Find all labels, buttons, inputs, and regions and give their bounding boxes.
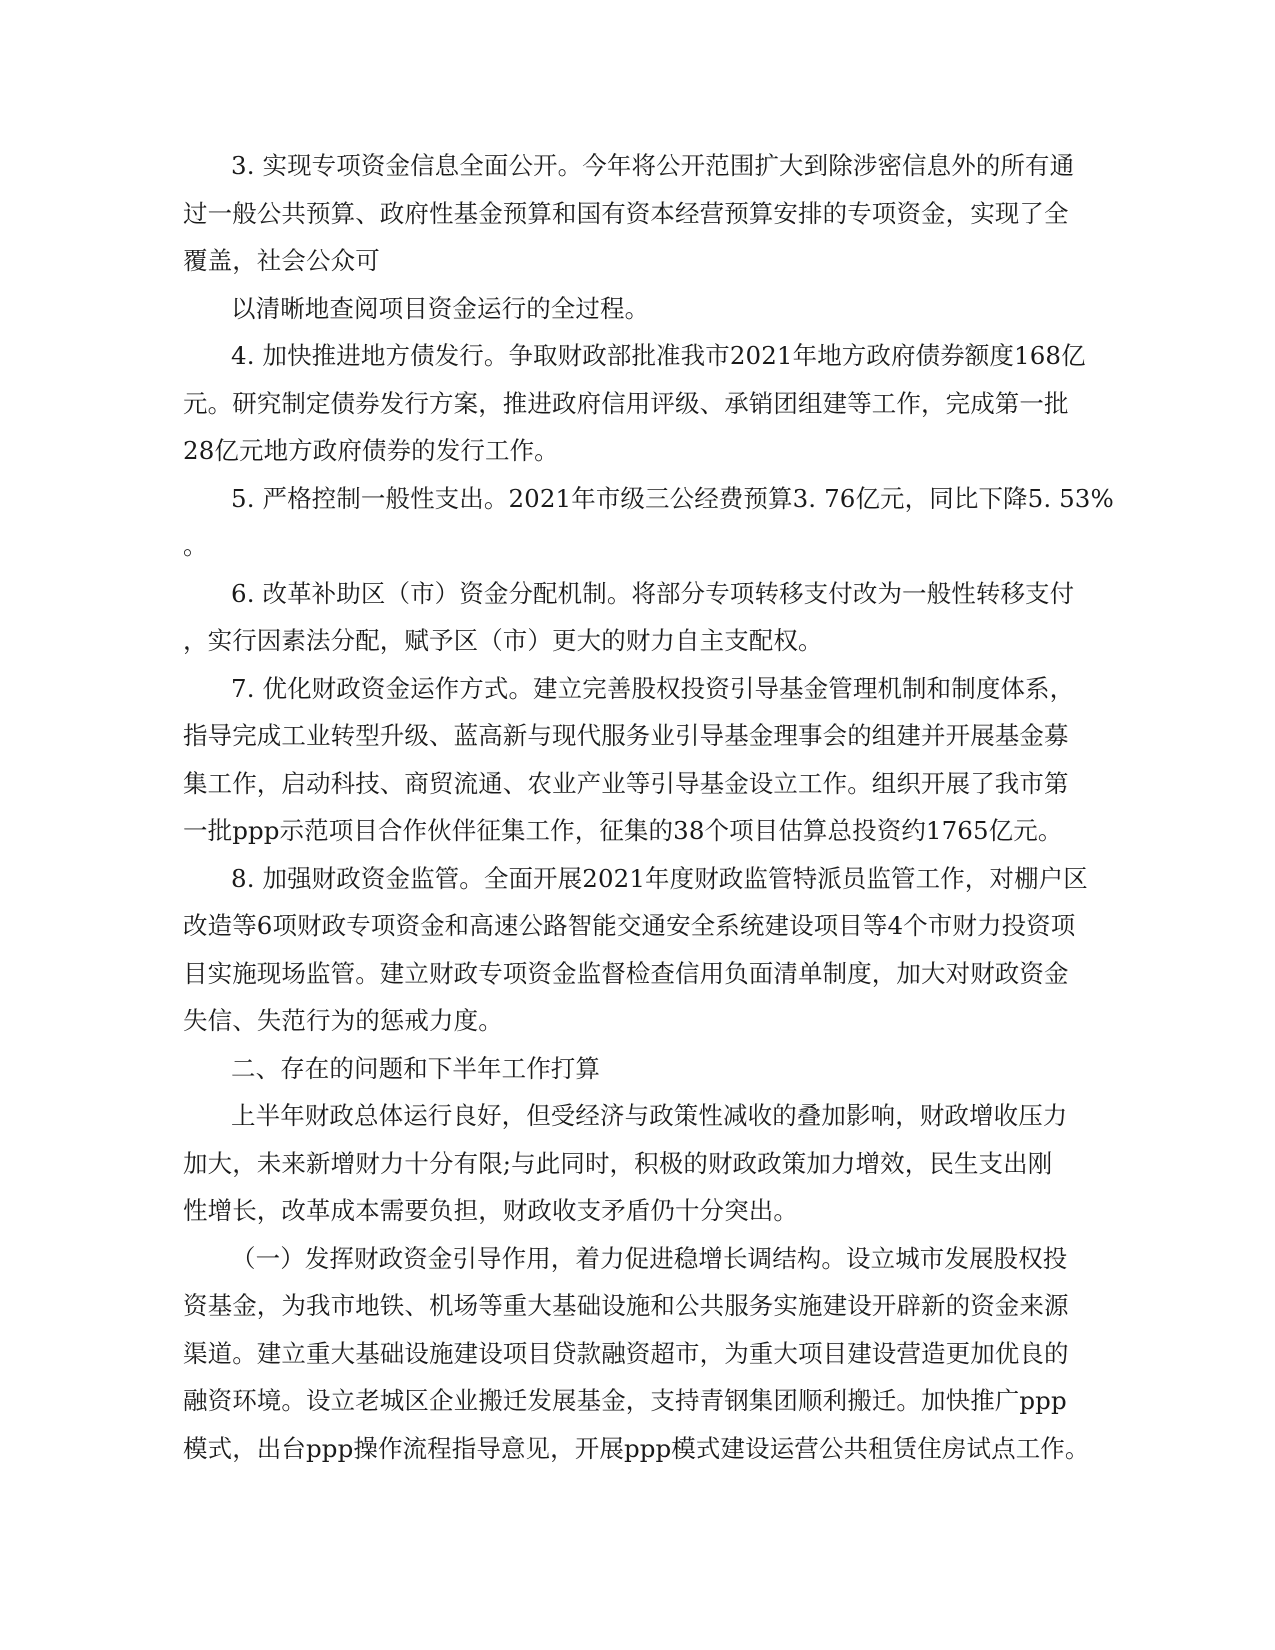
section-heading: 二、存在的问题和下半年工作打算 bbox=[231, 1053, 600, 1083]
document-body bbox=[183, 142, 1114, 1472]
paragraph-line: 元。研究制定债券发行方案，推进政府信用评级、承销团组建等工作，完成第一批 bbox=[183, 388, 1069, 418]
paragraph-line: 上半年财政总体运行良好，但受经济与政策性减收的叠加影响，财政增收压力 bbox=[231, 1101, 1068, 1130]
paragraph-line: （一）发挥财政资金引导作用，着力促进稳增长调结构。设立城市发展股权投 bbox=[231, 1243, 1068, 1273]
paragraph-line: 8. 加强财政资金监管。全面开展2021年度财政监管特派员监管工作，对棚户区 bbox=[231, 863, 1088, 893]
paragraph-line: 4. 加快推进地方债发行。争取财政部批准我市2021年地方政府债券额度168亿 bbox=[231, 341, 1086, 370]
paragraph-line: ，实行因素法分配，赋予区（市）更大的财力自主支配权。 bbox=[183, 626, 823, 655]
paragraph-line: 集工作，启动科技、商贸流通、农业产业等引导基金设立工作。组织开展了我市第 bbox=[183, 768, 1069, 798]
paragraph-line: 3. 实现专项资金信息全面公开。今年将公开范围扩大到除涉密信息外的所有通 bbox=[231, 151, 1075, 180]
paragraph-line: 一批ppp示范项目合作伙伴征集工作，征集的38个项目估算总投资约1765亿元。 bbox=[183, 816, 1063, 845]
paragraph-line: 6. 改革补助区（市）资金分配机制。将部分专项转移支付改为一般性转移支付 bbox=[231, 578, 1075, 608]
paragraph-line: 过一般公共预算、政府性基金预算和国有资本经营预算安排的专项资金，实现了全 bbox=[183, 198, 1069, 228]
paragraph-line: 目实施现场监管。建立财政专项资金监督检查信用负面清单制度，加大对财政资金 bbox=[183, 958, 1069, 988]
paragraph-line: 。 bbox=[183, 531, 208, 560]
paragraph-line: 改造等6项财政专项资金和高速公路智能交通安全系统建设项目等4个市财力投资项 bbox=[183, 911, 1076, 940]
paragraph-line: 28亿元地方政府债券的发行工作。 bbox=[183, 436, 559, 465]
paragraph-line: 加大，未来新增财力十分有限;与此同时，积极的财政政策加力增效，民生支出刚 bbox=[183, 1148, 1053, 1178]
paragraph-line: 指导完成工业转型升级、蓝高新与现代服务业引导基金理事会的组建并开展基金募 bbox=[183, 721, 1069, 750]
paragraph-line: 失信、失范行为的惩戒力度。 bbox=[183, 1006, 503, 1035]
paragraph-line: 渠道。建立重大基础设施建设项目贷款融资超市，为重大项目建设营造更加优良的 bbox=[183, 1338, 1069, 1368]
paragraph-line: 5. 严格控制一般性支出。2021年市级三公经费预算3. 76亿元，同比下降5. 53% bbox=[231, 483, 1114, 513]
paragraph-line: 资基金，为我市地铁、机场等重大基础设施和公共服务实施建设开辟新的资金来源 bbox=[183, 1291, 1069, 1320]
paragraph-line: 以清晰地查阅项目资金运行的全过程。 bbox=[231, 293, 650, 323]
paragraph-line: 融资环境。设立老城区企业搬迁发展基金，支持青钢集团顺利搬迁。加快推广ppp bbox=[183, 1386, 1067, 1415]
paragraph-line: 7. 优化财政资金运作方式。建立完善股权投资引导基金管理机制和制度体系， bbox=[231, 673, 1075, 703]
paragraph-line: 性增长，改革成本需要负担，财政收支矛盾仍十分突出。 bbox=[183, 1196, 798, 1225]
paragraph-line: 模式，出台ppp操作流程指导意见，开展ppp模式建设运营公共租赁住房试点工作。 bbox=[183, 1433, 1090, 1463]
paragraph-line: 覆盖，社会公众可 bbox=[183, 246, 380, 275]
